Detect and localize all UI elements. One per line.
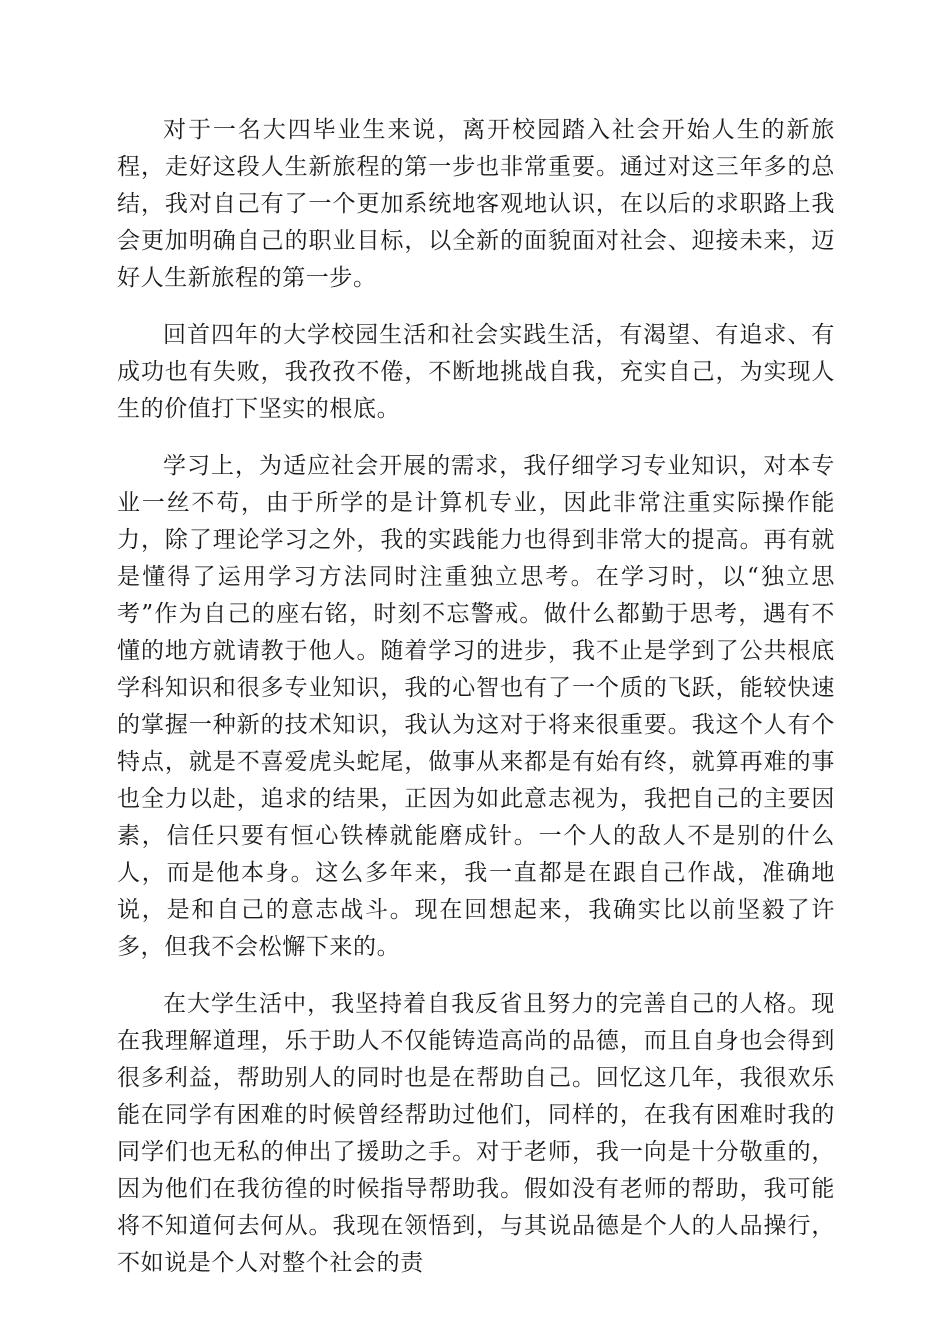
paragraph-1: 对于一名大四毕业生来说，离开校园踏入社会开始人生的新旅程，走好这段人生新旅程的第一步也非常重要。通过对这三年多的总结，我对自己有了一个更加系统地客观地认识，在以后的求职路上我会更加明确自己的职业目标，以全新的面貌面对社会、迎接未来，迈好人生新旅程的第一步。 (117, 117, 835, 291)
paragraph-4: 在大学生活中，我坚持着自我反省且努力的完善自己的人格。现在我理解道理，乐于助人不仅能铸造高尚的品德，而且自身也会得到很多利益，帮助别人的同时也是在帮助自己。回忆这几年，我很欢乐能在同学有困难的时候曾经帮助过他们，同样的，在我有困难时我的同学们也无私的伸出了援助之手。对于老师，我一向是十分敬重的，因为他们在我彷徨的时候指导帮助我。假如没有老师的帮助，我可能将不知道何去何从。我现在领悟到，与其说品德是个人的人品操行，不如说是个人对整个社会的责 (117, 991, 835, 1276)
paragraph-3: 学习上，为适应社会开展的需求，我仔细学习专业知识，对本专业一丝不苟，由于所学的是计算机专业，因此非常注重实际操作能力，除了理论学习之外，我的实践能力也得到非常大的提高。再有就是懂得了运用学习方法同时注重独立思考。在学习时，以“独立思考”作为自己的座右铭，时刻不忘警戒。做什么都勤于思考，遇有不懂的地方就请教于他人。随着学习的进步，我不止是学到了公共根底学科知识和很多专业知识，我的心智也有了一个质的飞跃，能较快速的掌握一种新的技术知识，我认为这对于将来很重要。我这个人有个特点，就是不喜爱虎头蛇尾，做事从来都是有始有终，就算再难的事也全力以赴，追求的结果，正因为如此意志视为，我把自己的主要因素，信任只要有恒心铁棒就能磨成针。一个人的敌人不是别的什么人，而是他本身。这么多年来，我一直都是在跟自己作战，准确地说，是和自己的意志战斗。现在回想起来，我确实比以前坚毅了许多，但我不会松懈下来的。 (117, 453, 835, 960)
document-body (117, 112, 835, 1302)
paragraph-2: 回首四年的大学校园生活和社会实践生活，有渴望、有追求、有成功也有失败，我孜孜不倦，不断地挑战自我，充实自己，为实现人生的价值打下坚实的根底。 (117, 322, 835, 422)
